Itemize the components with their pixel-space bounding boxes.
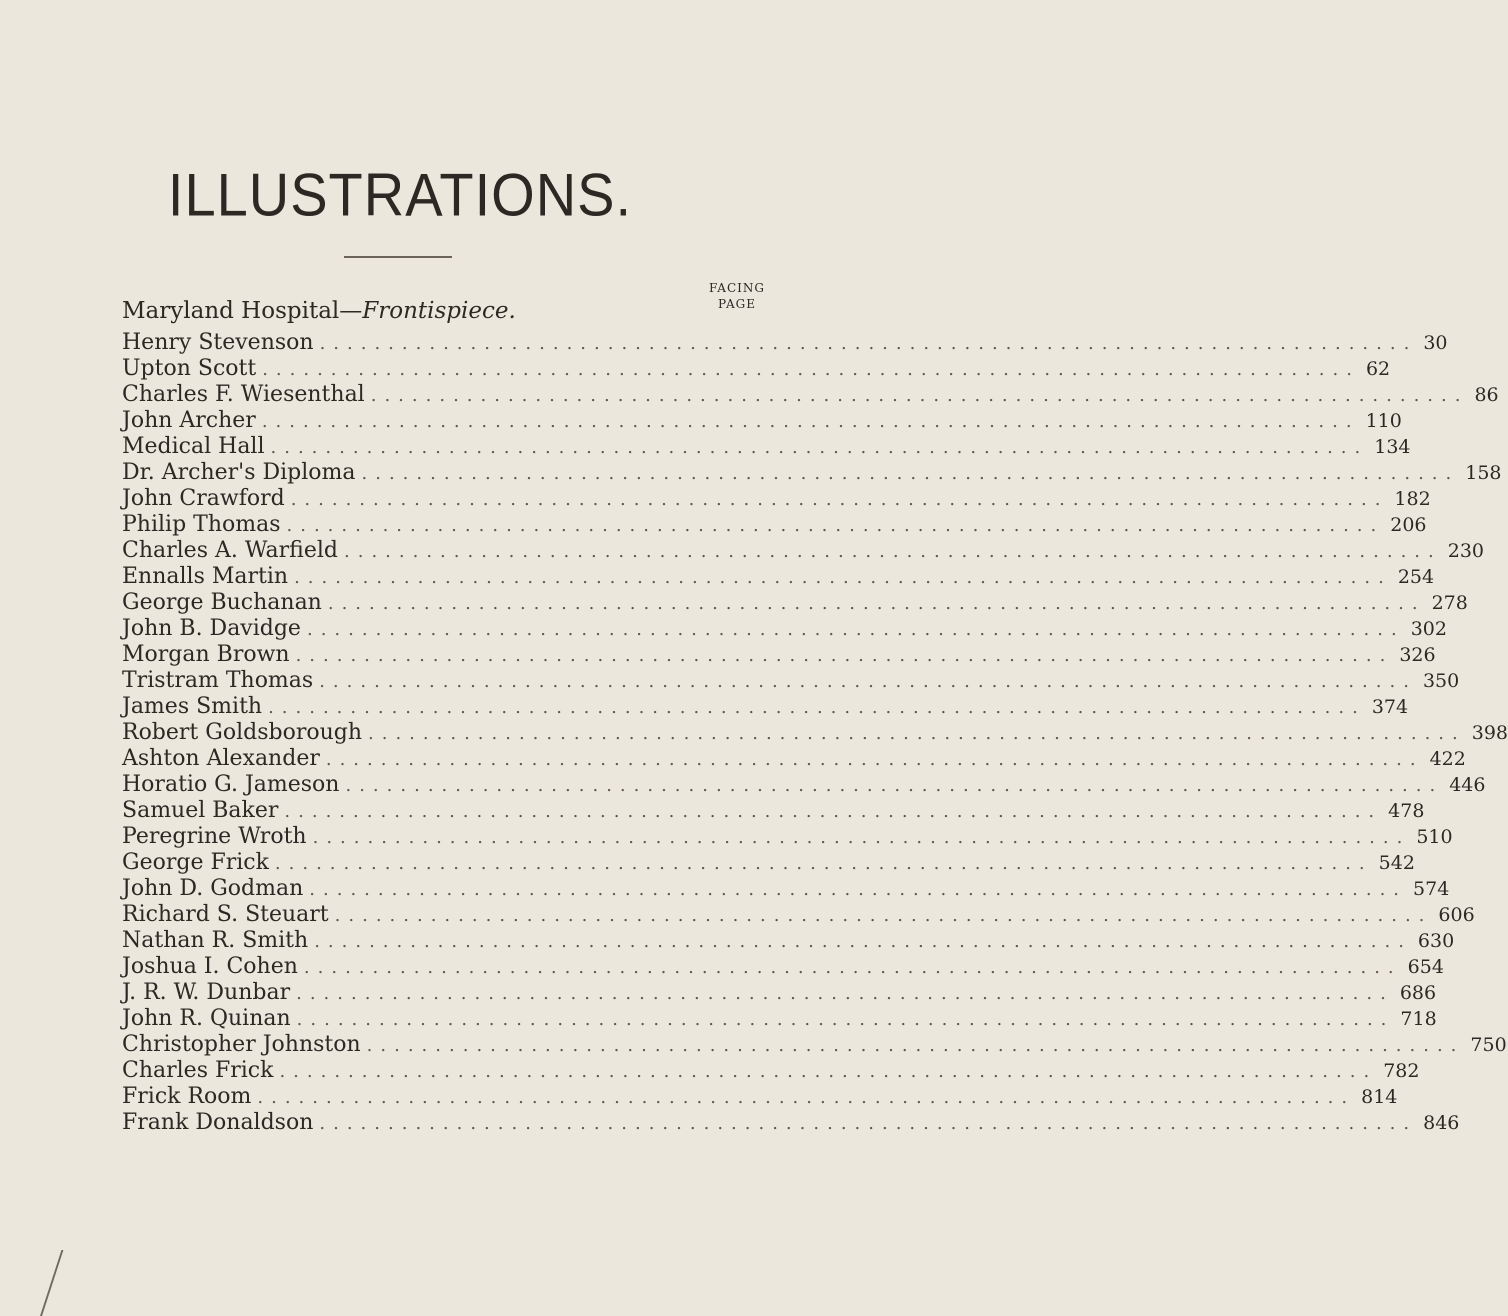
list-item [122,720,1508,746]
entry-page: 86 [1474,384,1499,406]
entry-name: Ennalls Martin [122,564,289,589]
leader-dots: ................................................................................ [262,359,1360,380]
entry-page: 350 [1422,670,1460,692]
list-item [122,460,1502,486]
leader-dots: ................................................................................ [319,333,1418,354]
entry-name: George Buchanan [122,590,322,615]
entry-name: James Smith [122,694,263,719]
entry-name: Medical Hall [122,434,265,459]
entry-name: Charles F. Wiesenthal [122,382,365,407]
entry-name: John Archer [122,408,256,433]
list-item [122,616,1447,642]
entry-name: Horatio G. Jameson [122,772,340,797]
leader-dots: ................................................................................ [334,905,1433,926]
entry-page: 254 [1397,566,1435,588]
entry-page: 398 [1471,722,1508,744]
entry-name: J. R. W. Dunbar [122,980,291,1005]
entry-name: Robert Goldsborough [122,720,363,745]
entry-page: 134 [1374,436,1411,458]
facing-label: FACING [709,281,765,295]
leader-dots: ................................................................................ [325,749,1424,770]
entry-name: Frank Donaldson [122,1110,314,1135]
list-item [122,356,1391,382]
leader-dots: ................................................................................ [296,983,1394,1004]
list-item [122,1032,1507,1058]
leader-dots: ................................................................................ [319,1113,1418,1134]
list-item [122,538,1484,564]
leader-dots: ................................................................................ [327,593,1426,614]
entry-name: Charles A. Warfield [122,538,338,563]
entry-page: 542 [1378,852,1415,874]
entry-page: 654 [1407,956,1444,978]
leader-dots: ................................................................................ [303,957,1402,978]
entry-name: Peregrine Wroth [122,824,307,849]
leader-dots: ................................................................................ [370,385,1469,406]
frontispiece-note: Frontispiece. [362,298,516,324]
list-item [122,434,1411,460]
entry-page: 302 [1410,618,1447,640]
list-item [122,902,1475,928]
leader-dots: ................................................................................ [368,723,1466,744]
leader-dots: ................................................................................ [344,541,1442,562]
entry-page: 630 [1417,930,1455,952]
leader-dots: ................................................................................ [309,879,1408,900]
entry-page: 814 [1361,1086,1398,1108]
list-item [122,512,1427,538]
entry-name: Upton Scott [122,356,257,381]
entry-name: John R. Quinan [122,1006,291,1031]
entry-name: Henry Stevenson [122,330,314,355]
list-item [122,642,1436,668]
entry-page: 30 [1423,332,1448,354]
entry-page: 606 [1438,904,1475,926]
entry-page: 422 [1429,748,1466,770]
entry-name: John B. Davidge [122,616,301,641]
list-item [122,746,1466,772]
entry-page: 278 [1431,592,1468,614]
entry-name: Joshua I. Cohen [122,954,298,979]
leader-dots: ................................................................................ [270,437,1369,458]
leader-dots: ................................................................................ [306,619,1405,640]
entry-name: George Frick [122,850,269,875]
list-item [122,1110,1460,1136]
entry-name: Nathan R. Smith [122,928,309,953]
entry-page: 686 [1399,982,1437,1004]
list-item [122,590,1468,616]
entry-page: 230 [1447,540,1484,562]
leader-dots: ................................................................................ [268,697,1366,718]
list-item [122,876,1450,902]
entry-page: 750 [1470,1034,1507,1056]
leader-dots: ................................................................................ [286,515,1385,536]
entry-name: Christopher Johnston [122,1032,361,1057]
leader-dots: ................................................................................ [261,411,1360,432]
entry-page: 446 [1449,774,1486,796]
entry-page: 206 [1390,514,1427,536]
list-item [122,694,1409,720]
list-item [122,1058,1420,1084]
page-edge [0,1250,63,1316]
leader-dots: ................................................................................ [279,1061,1378,1082]
entry-name: John D. Godman [122,876,304,901]
leader-dots: ................................................................................ [257,1087,1356,1108]
entry-page: 326 [1399,644,1436,666]
list-item [122,954,1444,980]
entry-name: John Crawford [122,486,285,511]
leader-dots: ................................................................................ [361,463,1460,484]
list-item [122,850,1415,876]
list-item [122,668,1460,694]
list-item [122,824,1453,850]
list-item [122,486,1431,512]
entry-page: 510 [1416,826,1453,848]
leader-dots: ................................................................................ [295,645,1394,666]
entry-name: Samuel Baker [122,798,279,823]
title-rule [344,256,452,258]
entry-name: Philip Thomas [122,512,281,537]
list-item [122,980,1437,1006]
leader-dots: ................................................................................ [296,1009,1395,1030]
entry-name: Charles Frick [122,1058,274,1083]
facing-page-header [682,280,792,312]
list-item [122,330,1448,356]
leader-dots: ................................................................................ [290,489,1389,510]
entry-name: Dr. Archer's Diploma [122,460,356,485]
entry-page: 574 [1413,878,1450,900]
leader-dots: ................................................................................ [314,931,1412,952]
leader-dots: ................................................................................ [294,567,1392,588]
leader-dots: ................................................................................ [366,1035,1465,1056]
entry-page: 62 [1365,358,1391,380]
list-item [122,1006,1437,1032]
page-label: PAGE [718,297,756,311]
leader-dots: ................................................................................ [319,671,1417,692]
entry-page: 846 [1423,1112,1460,1134]
frontispiece-entry [122,298,516,324]
entry-page: 718 [1400,1008,1437,1030]
entry-name: Tristram Thomas [122,668,314,693]
frontispiece-name: Maryland Hospital— [122,298,363,324]
entry-page: 110 [1365,410,1402,432]
entry-name: Ashton Alexander [122,746,320,771]
leader-dots: ................................................................................ [345,775,1444,796]
entry-page: 374 [1371,696,1409,718]
leader-dots: ................................................................................ [312,827,1411,848]
entry-page: 478 [1388,800,1425,822]
leader-dots: ................................................................................ [274,853,1373,874]
list-item [122,1084,1398,1110]
entry-name: Frick Room [122,1084,252,1109]
list-item [122,382,1499,408]
page-title: ILLUSTRATIONS. [167,160,633,229]
list-item [122,772,1486,798]
list-item [122,928,1455,954]
list-item [122,408,1402,434]
list-item [122,564,1435,590]
entry-name: Morgan Brown [122,642,290,667]
entry-page: 158 [1465,462,1502,484]
list-item [122,798,1425,824]
leader-dots: ................................................................................ [284,801,1383,822]
entry-page: 182 [1394,488,1431,510]
entry-page: 782 [1383,1060,1420,1082]
illustration-list [122,330,1508,1136]
entry-name: Richard S. Steuart [122,902,329,927]
